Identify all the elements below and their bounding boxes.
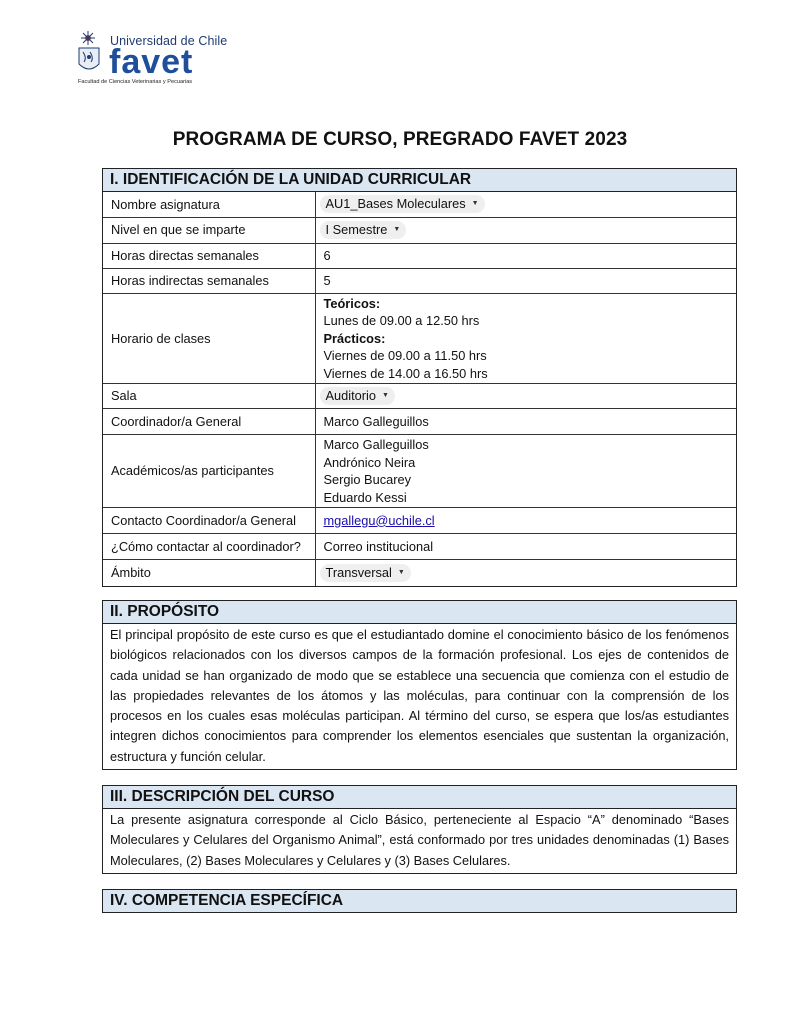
row-value: [315, 560, 736, 586]
academic-name: Sergio Bucarey: [323, 472, 411, 487]
row-value: [315, 508, 736, 534]
section-identificacion: [102, 168, 737, 587]
practicos-schedule: Viernes de 14.00 a 16.50 hrs: [323, 365, 488, 381]
proposito-text: El principal propósito de este curso es que el estudiantado domine el conocimiento básico de los fenómenos biológicos relacionados con los diversos campos de la formación profesional. Los ejes de contenidos de cada unidad se han organizado de modo que se establece una secuencia que comienza con el estudio de las propiedades relevantes de los átomos y las moléculas, para continuar con la comprensión de los procesos en los cuales esas moléculas participan. Al término del curso, se espera que los/as estudiantes integren dichos conocimientos para comprender los elementos esenciales que sustentan la organización, estructura y función celular.: [110, 627, 729, 764]
section-descripcion: [102, 785, 737, 874]
row-value: Marco Galleguillos: [315, 409, 736, 435]
academic-name: Andrónico Neira: [323, 454, 416, 470]
university-emblem-icon: [76, 30, 106, 78]
favet-logo: [76, 28, 236, 88]
row-label: Coordinador/a General: [103, 409, 315, 435]
practicos-label: Prácticos:: [323, 330, 386, 346]
table-row: [103, 192, 736, 217]
section-heading: III. DESCRIPCIÓN DEL CURSO: [103, 786, 736, 809]
section-heading: II. PROPÓSITO: [103, 601, 736, 624]
row-value: 5: [315, 268, 736, 293]
row-label: Nivel en que se imparte: [103, 217, 315, 243]
dropdown-value: I Semestre: [325, 222, 388, 237]
row-value: 6: [315, 243, 736, 268]
row-value: [315, 384, 736, 409]
caret-down-icon: ▼: [397, 568, 405, 576]
section-heading: I. IDENTIFICACIÓN DE LA UNIDAD CURRICULAR: [103, 169, 736, 192]
practicos-schedule: Viernes de 09.00 a 11.50 hrs: [323, 348, 487, 363]
row-label: Horario de clases: [103, 293, 315, 384]
section-competencia: [102, 889, 737, 913]
identification-table: [103, 192, 736, 586]
row-value: [315, 192, 736, 217]
section-proposito: [102, 600, 737, 770]
academic-name: Marco Galleguillos: [323, 437, 429, 452]
row-label: Contacto Coordinador/a General: [103, 508, 315, 534]
email-link[interactable]: mgallegu@uchile.cl: [323, 512, 435, 528]
row-value: [315, 217, 736, 243]
table-row: [103, 435, 736, 508]
sala-dropdown[interactable]: [320, 387, 395, 405]
dropdown-value: Transversal: [325, 564, 392, 580]
table-row: [103, 268, 736, 293]
row-label: Académicos/as participantes: [103, 435, 315, 508]
university-name: Universidad de Chile: [110, 34, 228, 48]
faculty-name: Facultad de Ciencias Veterinarias y Pecuarias: [78, 79, 193, 85]
dropdown-value: Auditorio: [325, 388, 377, 403]
brand-name: favet: [109, 43, 194, 81]
row-value: [315, 435, 736, 508]
ambito-dropdown[interactable]: [320, 564, 411, 582]
descripcion-text: La presente asignatura corresponde al Ciclo Básico, perteneciente al Espacio “A” denominado “Bases Moleculares y Celulares del Organismo Animal”, está conformado por tres unidades denominadas (1) Bases Moleculares, (2) Bases Moleculares y Celulares y (3) Bases Celulares.: [110, 812, 729, 868]
table-row: [103, 243, 736, 268]
teoricos-schedule: Lunes de 09.00 a 12.50 hrs: [323, 313, 480, 328]
table-row: [103, 560, 736, 586]
row-label: Horas indirectas semanales: [103, 268, 315, 293]
nombre-asignatura-dropdown[interactable]: [320, 195, 485, 213]
row-label: ¿Cómo contactar al coordinador?: [103, 534, 315, 560]
row-label: Ámbito: [103, 560, 315, 586]
caret-down-icon: ▼: [393, 226, 401, 233]
row-value: Correo institucional: [315, 534, 736, 560]
page-title: PROGRAMA DE CURSO, PREGRADO FAVET 2023: [172, 129, 628, 150]
academic-name: Eduardo Kessi: [323, 489, 407, 505]
table-row: [103, 534, 736, 560]
table-row: [103, 409, 736, 435]
row-value: [315, 293, 736, 384]
nivel-dropdown[interactable]: [320, 221, 407, 239]
table-row: [103, 217, 736, 243]
table-row: [103, 508, 736, 534]
section-heading: IV. COMPETENCIA ESPECÍFICA: [103, 890, 736, 912]
teoricos-label: Teóricos:: [323, 295, 381, 311]
row-label: Sala: [103, 384, 315, 409]
table-row: [103, 384, 736, 409]
row-label: Nombre asignatura: [103, 192, 315, 217]
caret-down-icon: ▼: [471, 200, 479, 208]
dropdown-value: AU1_Bases Moleculares: [325, 196, 466, 212]
caret-down-icon: ▼: [382, 392, 389, 399]
table-row: [103, 293, 736, 384]
row-label: Horas directas semanales: [103, 243, 315, 268]
